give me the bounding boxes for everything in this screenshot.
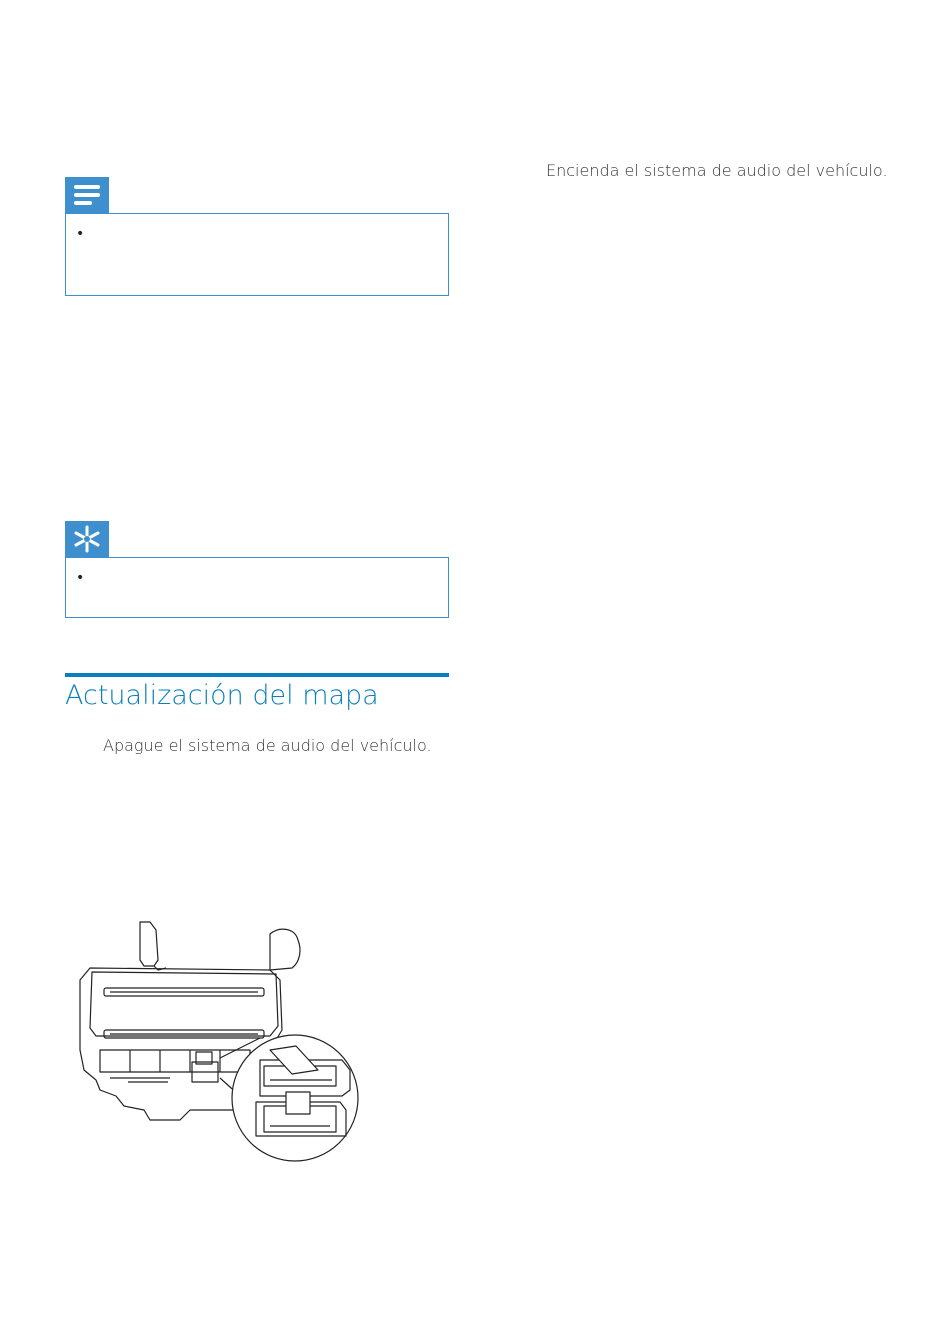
note-bullet: • — [76, 226, 85, 242]
tip-tab — [65, 521, 109, 557]
car-audio-unit-illustration — [70, 920, 370, 1170]
section-rule — [65, 673, 449, 677]
note-box — [65, 213, 449, 296]
section-title: Actualización del mapa — [65, 680, 379, 711]
section-step-text: Apague el sistema de audio del vehículo. — [103, 736, 432, 755]
tip-box — [65, 557, 449, 618]
note-icon — [65, 177, 109, 213]
note-tab — [65, 177, 109, 213]
tip-bullet: • — [76, 570, 85, 586]
right-step-text: Encienda el sistema de audio del vehículo. — [546, 161, 888, 180]
tip-asterisk-icon — [65, 521, 109, 557]
